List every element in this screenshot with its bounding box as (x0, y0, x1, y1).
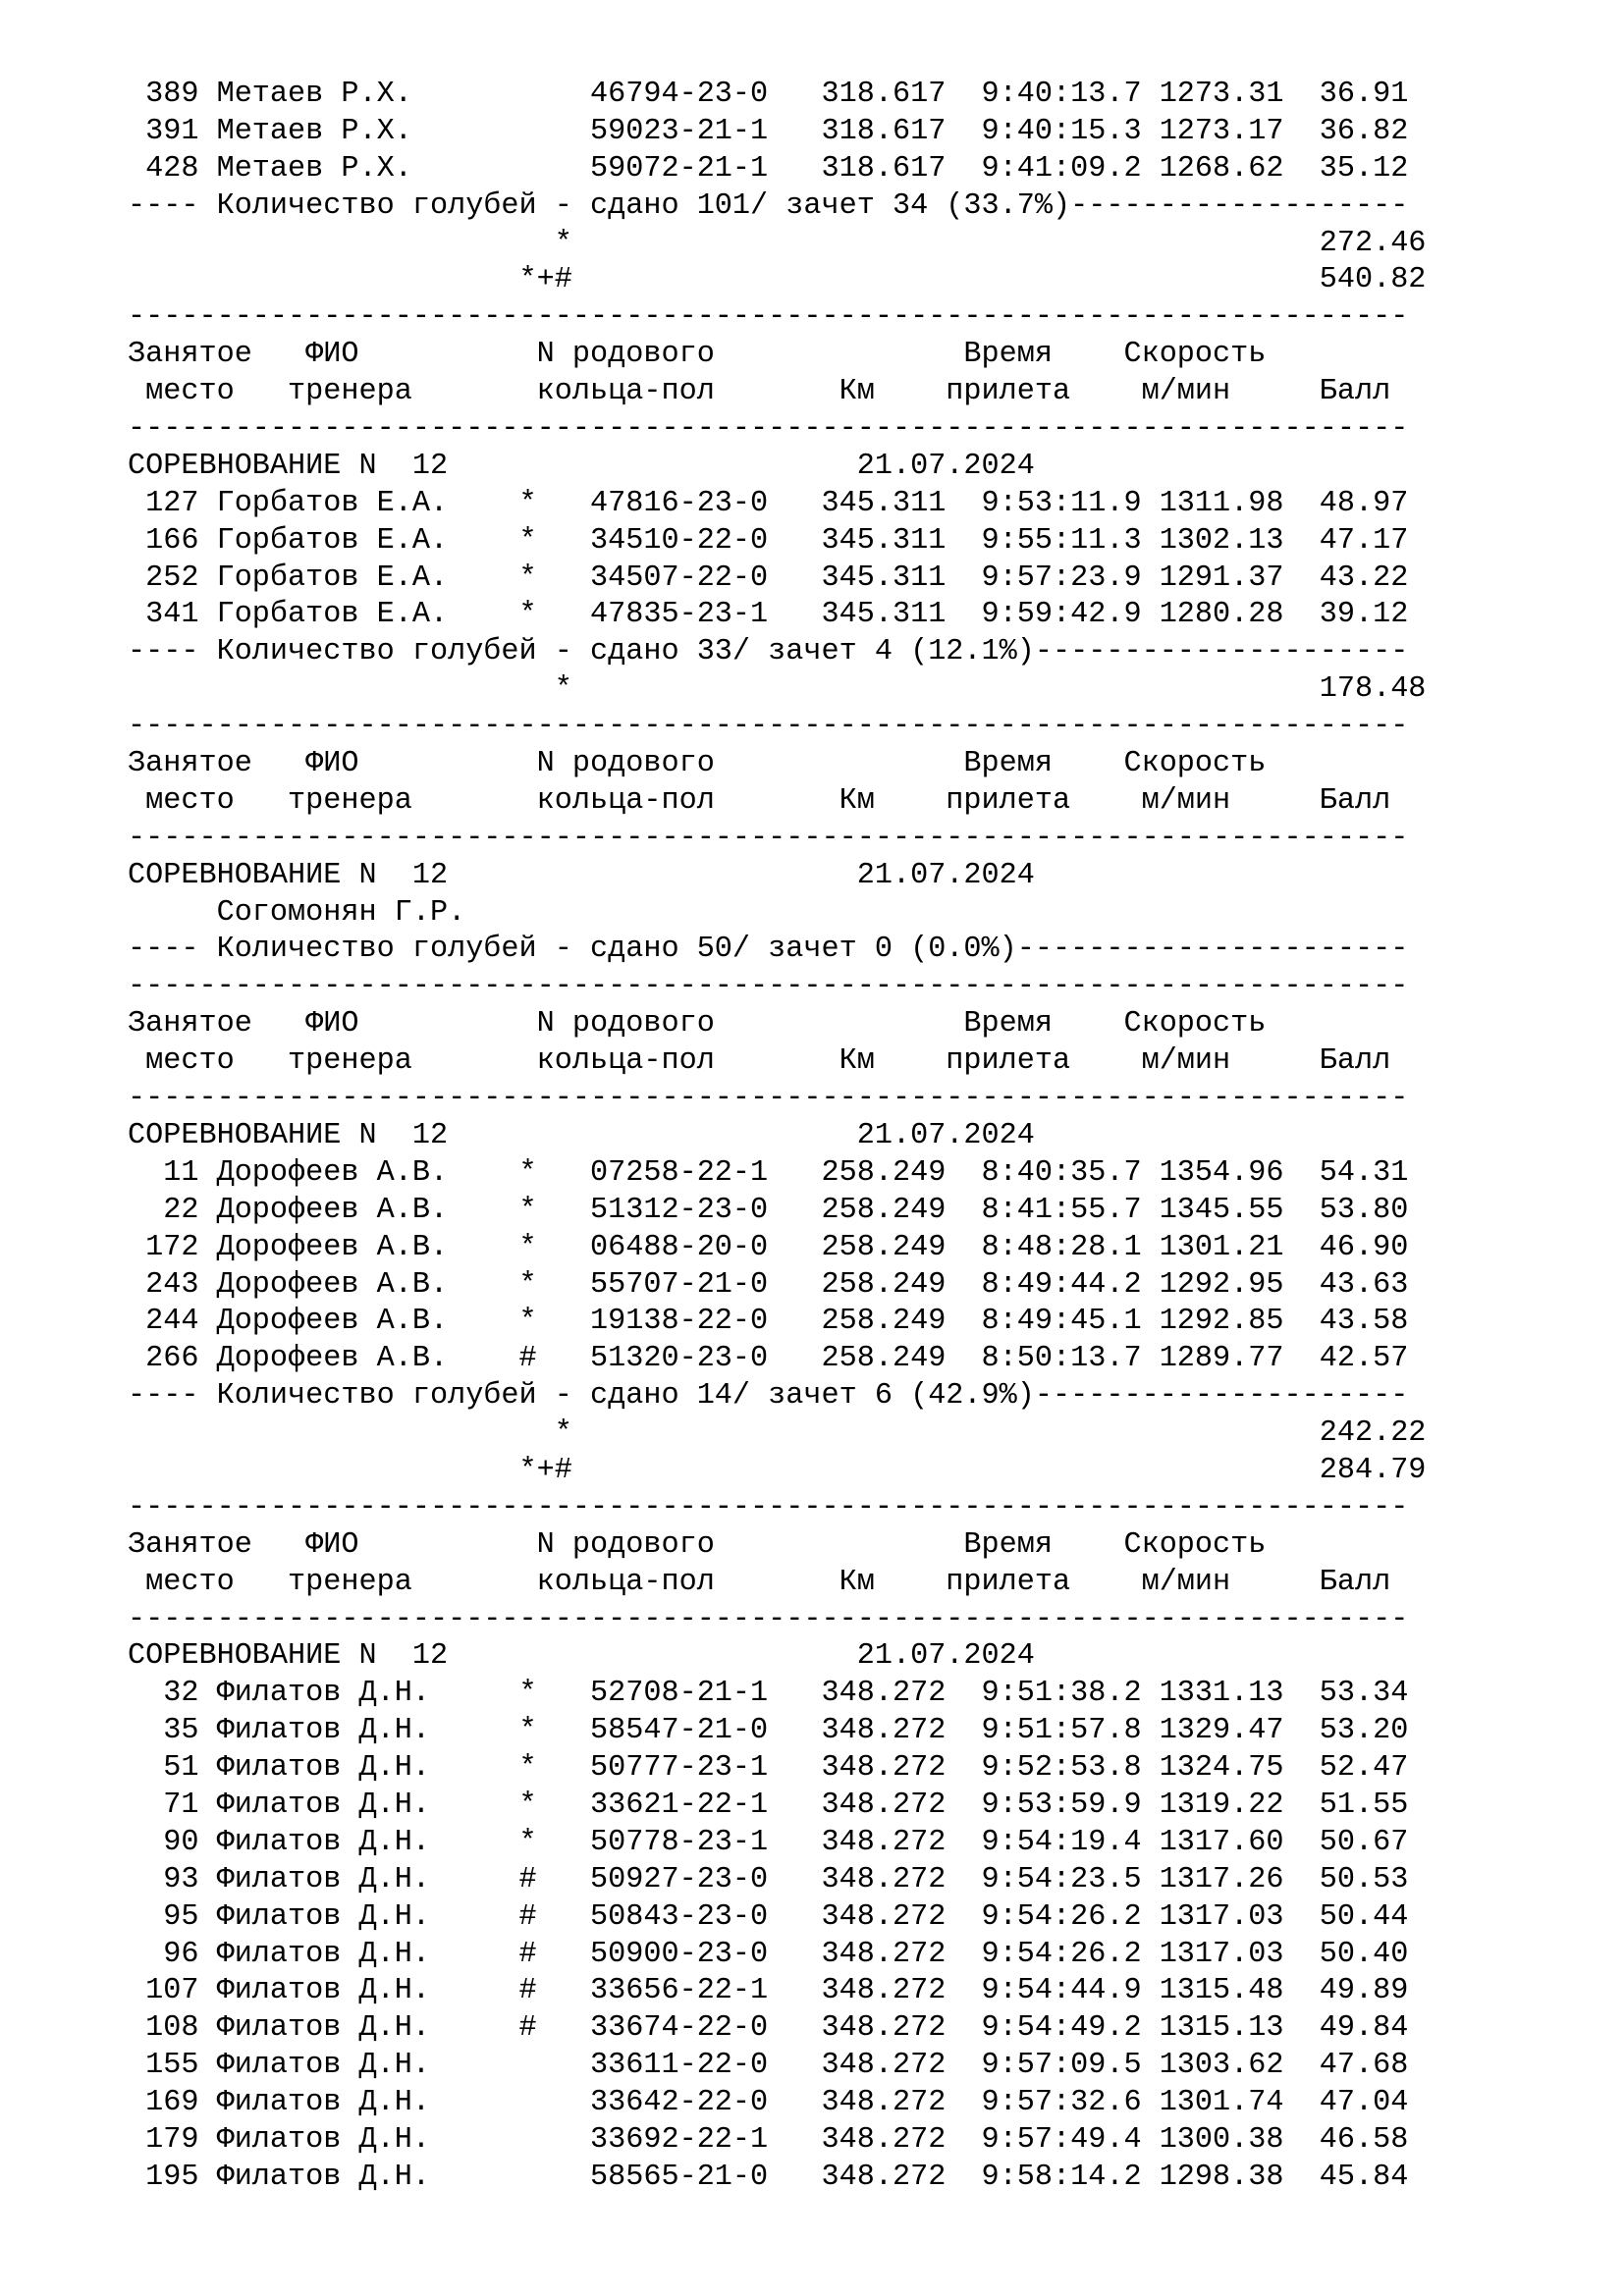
divider-line: ------------------------------------------------------------------------ (128, 412, 1409, 447)
trainer-name: Согомонян Г.Р. (128, 895, 466, 930)
summary-line: ---- Количество голубей - сдано 50/ зачет 0 (0.0%)---------------------- (128, 933, 1409, 967)
result-row: 127 Горбатов Е.А. * 47816-23-0 345.311 9:53:11.9 1311.98 48.97 (128, 486, 1409, 520)
column-header: место тренера кольца-пол Км прилета м/мин Балл (128, 1565, 1391, 1599)
divider-line: ------------------------------------------------------------------------ (128, 970, 1409, 1004)
result-row: 172 Дорофеев А.В. * 06488-20-0 258.249 8:48:28.1 1301.21 46.90 (128, 1230, 1409, 1264)
column-header: Занятое ФИО N родового Время Скорость (128, 747, 1267, 781)
result-row: 11 Дорофеев А.В. * 07258-22-1 258.249 8:40:35.7 1354.96 54.31 (128, 1155, 1409, 1190)
divider-line: ------------------------------------------------------------------------ (128, 710, 1409, 744)
competition-heading: СОРЕВНОВАНИЕ N 12 21.07.2024 (128, 858, 1035, 892)
column-header: место тренера кольца-пол Км прилета м/мин Балл (128, 1044, 1391, 1079)
divider-line: ------------------------------------------------------------------------ (128, 1082, 1409, 1116)
column-header: Занятое ФИО N родового Время Скорость (128, 338, 1267, 372)
result-row: 93 Филатов Д.Н. # 50927-23-0 348.272 9:54:23.5 1317.26 50.53 (128, 1862, 1409, 1896)
result-row: 244 Дорофеев А.В. * 19138-22-0 258.249 8:49:45.1 1292.85 43.58 (128, 1305, 1409, 1339)
result-row: 108 Филатов Д.Н. # 33674-22-0 348.272 9:54:49.2 1315.13 49.84 (128, 2011, 1409, 2046)
result-row: 428 Метаев Р.Х. 59072-21-1 318.617 9:41:09.2 1268.62 35.12 (128, 151, 1409, 186)
summary-line: ---- Количество голубей - сдано 14/ зачет 6 (42.9%)--------------------- (128, 1379, 1409, 1414)
result-row: 195 Филатов Д.Н. 58565-21-0 348.272 9:58:14.2 1298.38 45.84 (128, 2160, 1409, 2194)
divider-line: ------------------------------------------------------------------------ (128, 1490, 1409, 1524)
competition-heading: СОРЕВНОВАНИЕ N 12 21.07.2024 (128, 449, 1035, 483)
result-row: 389 Метаев Р.Х. 46794-23-0 318.617 9:40:13.7 1273.31 36.91 (128, 78, 1409, 111)
total-line: *+# 540.82 (128, 263, 1427, 297)
results-report (128, 77, 1561, 2197)
result-row: 32 Филатов Д.Н. * 52708-21-1 348.272 9:51:38.2 1331.13 53.34 (128, 1677, 1409, 1711)
result-row: 243 Дорофеев А.В. * 55707-21-0 258.249 8:49:44.2 1292.95 43.63 (128, 1267, 1409, 1302)
column-header: место тренера кольца-пол Км прилета м/мин Балл (128, 375, 1391, 409)
summary-line: ---- Количество голубей - сдано 101/ зачет 34 (33.7%)------------------- (128, 188, 1409, 223)
divider-line: ------------------------------------------------------------------------ (128, 1602, 1409, 1636)
result-row: 179 Филатов Д.Н. 33692-22-1 348.272 9:57:49.4 1300.38 46.58 (128, 2122, 1409, 2157)
competition-heading: СОРЕВНОВАНИЕ N 12 21.07.2024 (128, 1118, 1035, 1152)
result-row: 155 Филатов Д.Н. 33611-22-0 348.272 9:57:09.5 1303.62 47.68 (128, 2049, 1409, 2083)
result-row: 95 Филатов Д.Н. # 50843-23-0 348.272 9:54:26.2 1317.03 50.44 (128, 1899, 1409, 1934)
result-row: 71 Филатов Д.Н. * 33621-22-1 348.272 9:53:59.9 1319.22 51.55 (128, 1788, 1409, 1822)
result-row: 391 Метаев Р.Х. 59023-21-1 318.617 9:40:15.3 1273.17 36.82 (128, 114, 1409, 148)
divider-line: ------------------------------------------------------------------------ (128, 300, 1409, 335)
result-row: 90 Филатов Д.Н. * 50778-23-1 348.272 9:54:19.4 1317.60 50.67 (128, 1825, 1409, 1859)
result-row: 51 Филатов Д.Н. * 50777-23-1 348.272 9:52:53.8 1324.75 52.47 (128, 1751, 1409, 1786)
result-row: 22 Дорофеев А.В. * 51312-23-0 258.249 8:41:55.7 1345.55 53.80 (128, 1193, 1409, 1227)
result-row: 96 Филатов Д.Н. # 50900-23-0 348.272 9:54:26.2 1317.03 50.40 (128, 1937, 1409, 1971)
total-line: * 242.22 (128, 1416, 1427, 1451)
result-row: 35 Филатов Д.Н. * 58547-21-0 348.272 9:51:57.8 1329.47 53.20 (128, 1714, 1409, 1748)
summary-line: ---- Количество голубей - сдано 33/ зачет 4 (12.1%)--------------------- (128, 635, 1409, 669)
total-line: *+# 284.79 (128, 1453, 1427, 1487)
result-row: 166 Горбатов Е.А. * 34510-22-0 345.311 9:55:11.3 1302.13 47.17 (128, 523, 1409, 558)
competition-heading: СОРЕВНОВАНИЕ N 12 21.07.2024 (128, 1639, 1035, 1674)
result-row: 252 Горбатов Е.А. * 34507-22-0 345.311 9:57:23.9 1291.37 43.22 (128, 561, 1409, 595)
column-header: Занятое ФИО N родового Время Скорость (128, 1007, 1267, 1041)
total-line: * 178.48 (128, 672, 1427, 707)
result-row: 266 Дорофеев А.В. # 51320-23-0 258.249 8:50:13.7 1289.77 42.57 (128, 1342, 1409, 1376)
total-line: * 272.46 (128, 226, 1427, 260)
result-row: 341 Горбатов Е.А. * 47835-23-1 345.311 9:59:42.9 1280.28 39.12 (128, 598, 1409, 632)
column-header: Занятое ФИО N родового Время Скорость (128, 1527, 1267, 1562)
result-row: 169 Филатов Д.Н. 33642-22-0 348.272 9:57:32.6 1301.74 47.04 (128, 2086, 1409, 2120)
column-header: место тренера кольца-пол Км прилета м/мин Балл (128, 783, 1391, 818)
divider-line: ------------------------------------------------------------------------ (128, 821, 1409, 855)
result-row: 107 Филатов Д.Н. # 33656-22-1 348.272 9:54:44.9 1315.48 49.89 (128, 1974, 1409, 2008)
